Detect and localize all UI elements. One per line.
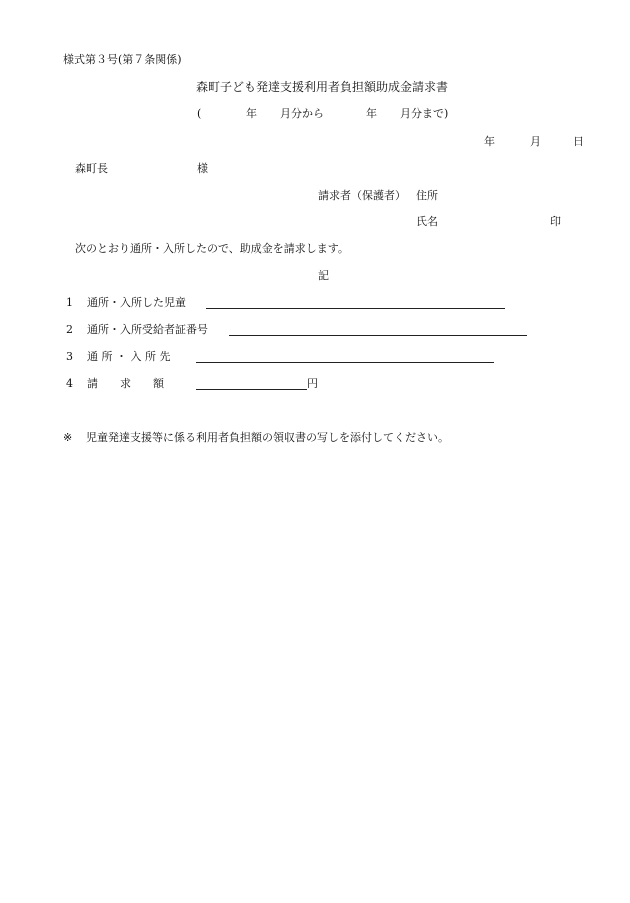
period-month-to: 月分まで) (400, 107, 449, 120)
address-label: 住所 (416, 189, 438, 202)
date-year: 年 (484, 135, 495, 148)
item-number: 3 (66, 350, 73, 363)
item-label: 請 求 額 (87, 377, 164, 390)
requester-label: 請求者（保護者） (318, 189, 406, 202)
item-number: 1 (66, 296, 73, 309)
document-title: 森町子ども発達支援利用者負担額助成金請求書 (196, 80, 449, 94)
item-label: 通所・入所受給者証番号 (87, 323, 208, 336)
period-year-1: 年 (246, 107, 257, 120)
seal-label: 印 (550, 215, 561, 228)
fill-in-line (196, 362, 494, 363)
statement-text: 次のとおり通所・入所したので、助成金を請求します。 (75, 242, 349, 255)
item-label: 通 所 ・ 入 所 先 (87, 350, 171, 363)
fill-in-line (206, 308, 505, 309)
fill-in-line (196, 389, 307, 390)
item-number: 2 (66, 323, 73, 336)
yen-suffix: 円 (307, 377, 318, 390)
period-month-from: 月分から (280, 107, 324, 120)
addressee-name: 森町長 (75, 162, 108, 175)
note-mark: ※ (63, 431, 73, 444)
name-label: 氏名 (416, 215, 438, 228)
item-label: 通所・入所した児童 (87, 296, 186, 309)
item-number: 4 (66, 377, 73, 390)
addressee-honorific: 様 (197, 162, 208, 175)
fill-in-line (229, 335, 527, 336)
note-text: 児童発達支援等に係る利用者負担額の領収書の写しを添付してください。 (86, 431, 449, 444)
date-month: 月 (530, 135, 541, 148)
form-number: 様式第３号(第７条関係) (63, 53, 182, 66)
period-year-2: 年 (366, 107, 377, 120)
ki-heading: 記 (318, 269, 329, 282)
date-day: 日 (573, 135, 584, 148)
period-open-paren: ( (197, 107, 202, 120)
